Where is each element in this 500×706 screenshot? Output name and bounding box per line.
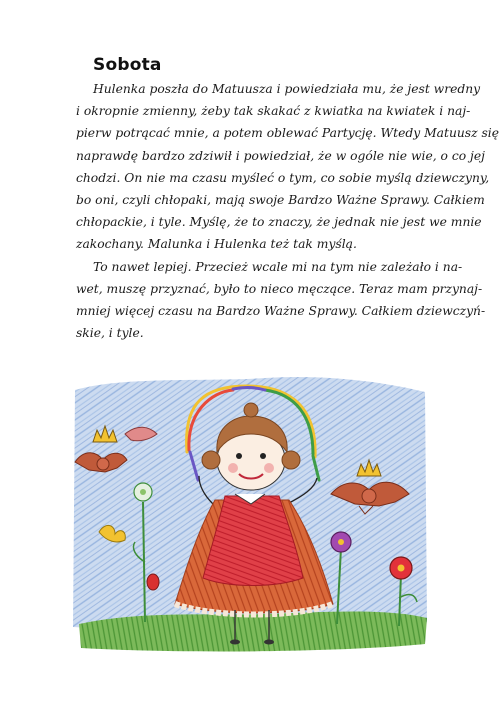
text-line-11: mniej więcej czasu na Bardzo Ważne Sprawy. Całkiem dziewczyń- [76,303,486,318]
text-line-7: chłopackie, i tyle. Myślę, że to znaczy, że jednak nie jest we mnie [76,215,482,230]
text-line-3: pierw potrącać mnie, a potem oblewać Partycję. Wtedy Matuusz się [76,126,500,141]
text-line-4: naprawdę bardzo zdziwił i powiedział, że w ogóle nie wie, o co jej [76,148,485,163]
chapter-title: Sobota [93,55,162,75]
text-line-1: Hulenka poszła do Matuusza i powiedziała mu, że jest wredny [93,82,481,96]
child-drawing-illustration [65,372,433,658]
text-line-9: To nawet lepiej. Przecież wcale mi na tym nie zależało i na- [93,259,463,274]
text-line-12: skie, i tyle. [76,326,144,341]
text-line-6: bo oni, czyli chłopaki, mają swoje Bardzo Ważne Sprawy. Całkiem [76,192,485,207]
grass-strip [79,612,427,652]
text-line-10: wet, muszę przyznać, było to nieco męczące. Teraz mam przynaj- [76,281,483,296]
text-line-2: i okropnie zmienny, żeby tak skakać z kwiatka na kwiatek i naj- [76,104,471,119]
body-text [76,78,500,344]
text-line-8: zakochany. Malunka i Hulenka też tak myślą. [76,237,357,252]
text-line-5: chodzi. On nie ma czasu myśleć o tym, co sobie myślą dziewczyny, [76,170,490,185]
